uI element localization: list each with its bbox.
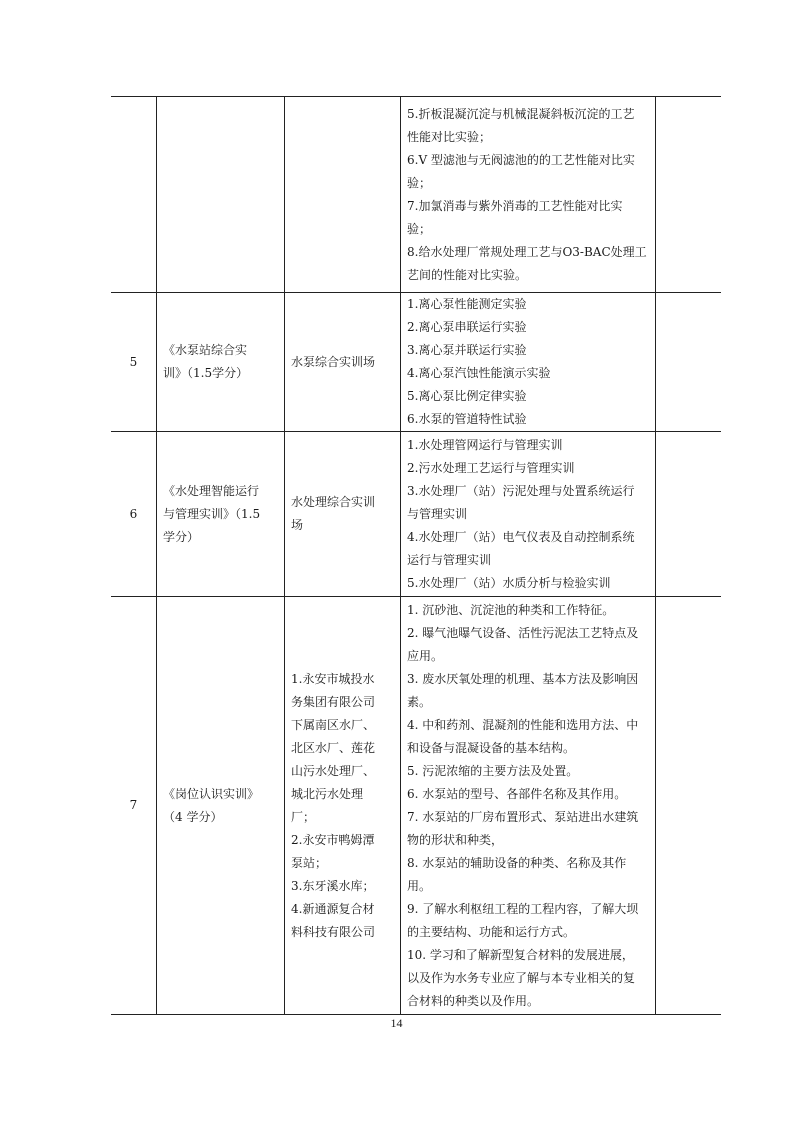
training-content-line: 9. 了解水利枢纽工程的工程内容，了解大坝	[407, 901, 639, 916]
training-site-line: 水处理综合实训	[291, 495, 376, 509]
training-content-line: 4.水处理厂（站）电气仪表及自动控制系统	[407, 529, 635, 544]
row-number-cell	[111, 597, 157, 1015]
training-site-line: 务集团有限公司	[291, 694, 376, 709]
training-content-line: 8. 水泵站的辅助设备的种类、名称及其作	[407, 855, 627, 870]
row-number-cell	[111, 97, 157, 293]
training-content-line: 2.离心泵串联运行实验	[407, 320, 527, 334]
training-content-line: 6.V 型滤池与无阀滤池的的工艺性能对比实	[407, 152, 635, 167]
remark-cell	[656, 432, 722, 597]
training-site-line: 泵站；	[291, 855, 328, 870]
training-content-line: 艺间的性能对比实验。	[407, 267, 528, 282]
course-name-line: 《水泵站综合实	[163, 343, 248, 357]
course-name-cell	[157, 293, 285, 432]
training-site-line: 厂；	[291, 809, 316, 824]
course-name-line: 训》（1.5学分）	[163, 366, 249, 380]
training-content-line: 6.水泵的管道特性试验	[407, 412, 527, 426]
course-name-line: （4 学分）	[163, 809, 223, 824]
row-number-cell	[111, 432, 157, 597]
training-site-cell	[285, 293, 401, 432]
course-name-cell	[157, 432, 285, 597]
course-name-line: 《水处理智能运行	[163, 483, 260, 498]
training-content-line: 性能对比实验；	[407, 129, 492, 144]
training-content-cell	[401, 97, 656, 293]
remark-cell	[656, 97, 722, 293]
training-site-cell	[285, 97, 401, 293]
row-number: 5	[129, 354, 138, 369]
training-table	[111, 96, 721, 1015]
page-number: 14	[390, 1016, 403, 1030]
table-row	[111, 597, 721, 1015]
training-site-line: 水泵综合实训场	[291, 354, 376, 369]
course-name-line: 学分）	[163, 529, 200, 544]
training-content-line: 1.水处理管网运行与管理实训	[407, 437, 563, 452]
training-site-line: 2.永安市鸭姆潭	[291, 832, 375, 847]
training-content-line: 的主要结构、功能和运行方式。	[407, 924, 576, 939]
course-name-cell	[157, 597, 285, 1015]
training-content-line: 3. 废水厌氧处理的机理、基本方法及影响因	[407, 671, 639, 686]
table-row	[111, 97, 721, 293]
training-content-line: 8.给水处理厂常规处理工艺与O3-BAC处理工	[407, 244, 647, 259]
remark-cell	[656, 293, 722, 432]
training-content-line: 合材料的种类以及作用。	[407, 993, 540, 1008]
row-number: 6	[129, 506, 138, 521]
training-content-line: 与管理实训	[407, 506, 468, 521]
training-content-line: 4. 中和药剂、混凝剂的性能和选用方法、中	[407, 717, 639, 732]
training-content-line: 应用。	[407, 648, 444, 663]
training-content-cell	[401, 293, 656, 432]
training-content-line: 4.离心泵汽蚀性能演示实验	[407, 366, 551, 380]
training-site-line: 北区水厂、莲花	[291, 740, 376, 755]
training-content-cell	[401, 432, 656, 597]
training-content-line: 素。	[407, 694, 432, 709]
table-row	[111, 293, 721, 432]
training-site-line: 山污水处理厂、	[291, 763, 376, 778]
table-row	[111, 432, 721, 597]
course-name-line: 与管理实训》（1.5	[163, 506, 261, 521]
training-content-cell	[401, 597, 656, 1015]
training-content-line: 3.离心泵并联运行实验	[407, 343, 527, 357]
training-content-line: 3.水处理厂（站）污泥处理与处置系统运行	[407, 483, 635, 498]
course-name-cell	[157, 97, 285, 293]
row-number: 7	[129, 798, 138, 812]
training-content-line: 物的形状和种类，	[407, 832, 504, 847]
training-content-line: 6. 水泵站的型号、各部件名称及其作用。	[407, 786, 627, 801]
training-content-line: 2.污水处理工艺运行与管理实训	[407, 460, 575, 475]
training-site-line: 下属南区水厂、	[291, 717, 376, 732]
training-content-line: 1.离心泵性能测定实验	[407, 297, 527, 311]
training-content-line: 5.折板混凝沉淀与机械混凝斜板沉淀的工艺	[407, 106, 635, 121]
training-content-line: 10. 学习和了解新型复合材料的发展进展，	[407, 947, 634, 962]
training-site-cell	[285, 432, 401, 597]
training-site-line: 4.新通源复合材	[291, 901, 375, 916]
training-site-line: 料科技有限公司	[291, 924, 376, 939]
training-content-line: 7. 水泵站的厂房布置形式、泵站进出水建筑	[407, 809, 639, 824]
training-content-line: 和设备与混凝设备的基本结构。	[407, 740, 576, 755]
training-site-line: 1.永安市城投水	[291, 671, 375, 686]
training-content-line: 1. 沉砂池、沉淀池的种类和工作特征。	[407, 602, 615, 617]
training-content-line: 2. 曝气池曝气设备、活性污泥法工艺特点及	[407, 625, 639, 640]
training-content-line: 验；	[407, 175, 432, 190]
training-content-line: 5. 污泥浓缩的主要方法及处置。	[407, 763, 579, 778]
training-content-line: 以及作为水务专业应了解与本专业相关的复	[407, 970, 636, 985]
training-content-line: 5.水处理厂（站）水质分析与检验实训	[407, 575, 611, 590]
training-content-line: 7.加氯消毒与紫外消毒的工艺性能对比实	[407, 198, 623, 213]
training-site-line: 场	[291, 518, 304, 532]
row-number-cell	[111, 293, 157, 432]
training-site-line: 3.东牙溪水库；	[291, 878, 375, 893]
training-content-line: 验；	[407, 221, 432, 236]
training-site-line: 城北污水处理	[291, 786, 364, 801]
training-site-cell	[285, 597, 401, 1015]
remark-cell	[656, 597, 722, 1015]
training-content-line: 运行与管理实训	[407, 552, 492, 567]
training-content-line: 5.离心泵比例定律实验	[407, 389, 527, 403]
course-name-line: 《岗位认识实训》	[163, 786, 260, 801]
training-content-line: 用。	[407, 878, 432, 893]
